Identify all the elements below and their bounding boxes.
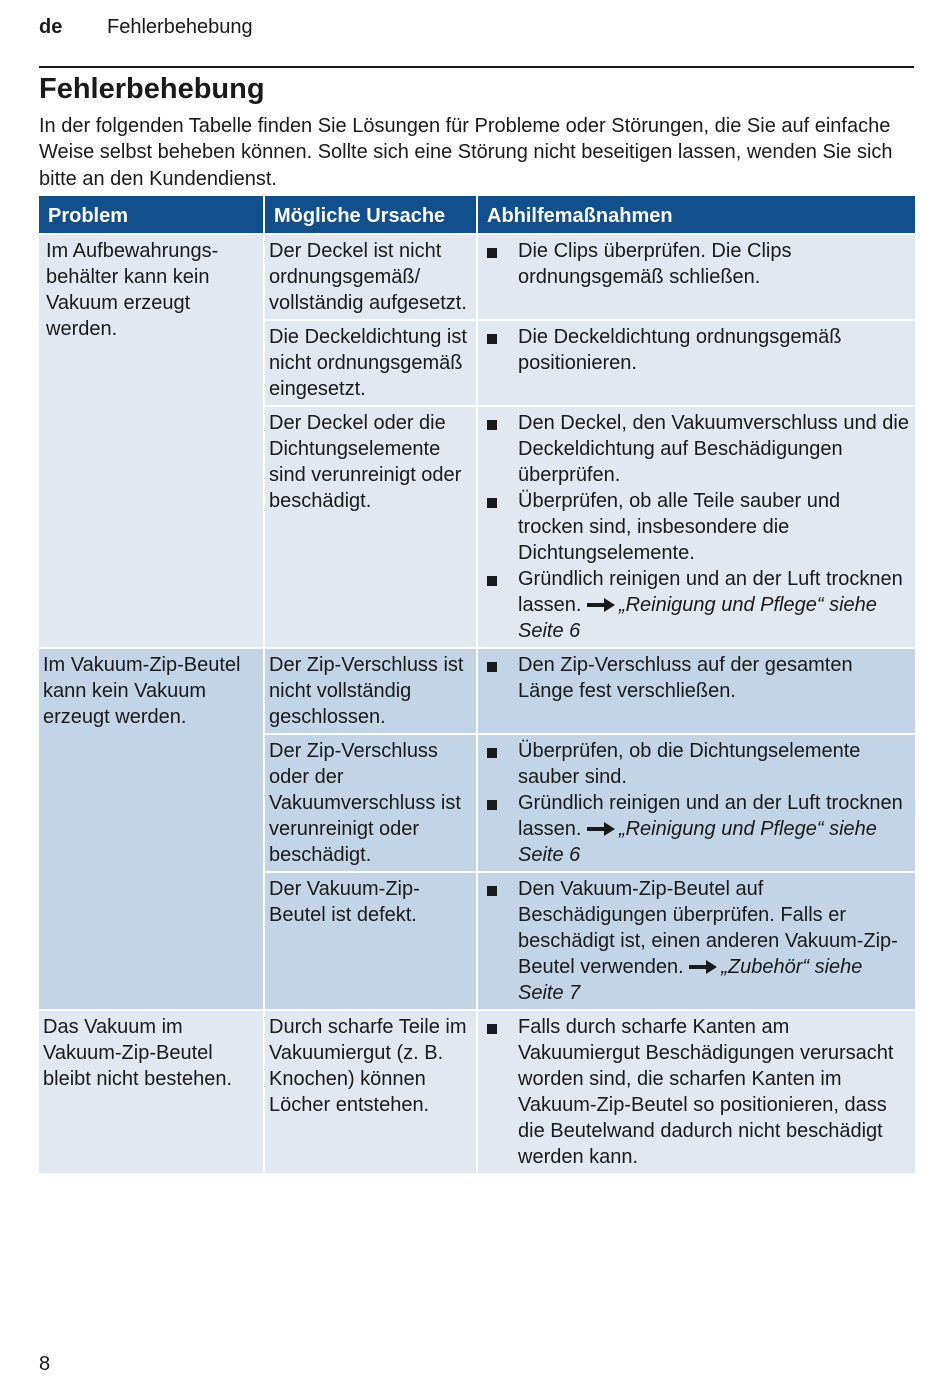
- square-bullet-icon: [487, 334, 497, 344]
- column-header-problem: Problem: [39, 196, 264, 234]
- remedy-text: Den Zip-Verschluss auf der gesamten Länge fest verschließen.: [518, 654, 853, 702]
- remedy-list: [482, 652, 911, 704]
- arrow-right-icon: [587, 598, 615, 612]
- square-bullet-icon: [487, 748, 497, 758]
- remedy-cell: [477, 872, 915, 1010]
- page-reference-link[interactable]: „Reinigung und Pflege“ siehe Seite 6: [518, 818, 877, 866]
- remedy-cell: [477, 1010, 915, 1173]
- remedy-list: [482, 1014, 911, 1170]
- remedy-text: Überprüfen, ob die Dichtungselemente sauber sind.: [518, 740, 861, 788]
- remedy-text: Den Deckel, den Vakuumverschluss und die Deckeldichtung auf Beschädigungen überprüfen.: [518, 412, 909, 486]
- remedy-cell: [477, 234, 915, 320]
- list-item: [482, 1014, 911, 1170]
- troubleshooting-table: [39, 196, 915, 1173]
- list-item: [482, 324, 911, 376]
- square-bullet-icon: [487, 420, 497, 430]
- remedy-list: [482, 324, 911, 376]
- square-bullet-icon: [487, 662, 497, 672]
- column-header-cause: Mögliche Ursache: [264, 196, 477, 234]
- remedy-text: Die Clips überprüfen. Die Clips ordnungsgemäß schließen.: [518, 240, 792, 288]
- page-reference-link[interactable]: „Reinigung und Pflege“ siehe Seite 6: [518, 594, 877, 642]
- remedy-text: Überprüfen, ob alle Teile sauber und trocken sind, insbesondere die Dichtungselemente.: [518, 490, 841, 564]
- list-item: [482, 238, 911, 290]
- table-row: [39, 648, 915, 734]
- arrow-right-icon: [587, 822, 615, 836]
- table-row: [39, 234, 915, 320]
- page-number: 8: [39, 1353, 51, 1375]
- remedy-cell: [477, 320, 915, 406]
- running-header-title: Fehlerbehebung: [107, 16, 253, 38]
- list-item: [482, 566, 911, 644]
- table-body: [39, 234, 915, 1173]
- square-bullet-icon: [487, 498, 497, 508]
- cause-cell: Der Deckel oder die Dichtungselemente sind verunreinigt oder beschädigt.: [264, 406, 477, 648]
- arrow-right-icon: [689, 960, 717, 974]
- list-item: [482, 410, 911, 488]
- language-code: de: [39, 16, 63, 38]
- column-header-remedy: Abhilfemaßnahmen: [477, 196, 915, 234]
- intro-paragraph: In der folgenden Tabelle finden Sie Lösungen für Probleme oder Störungen, die Sie auf einfache Weise selbst beheben können. Sollte sich eine Störung nicht beseitigen lassen, wenden Sie sich bitte an den Kundendienst.: [39, 115, 893, 190]
- remedy-cell: [477, 648, 915, 734]
- problem-cell: Im Vakuum-Zip-Beutel kann kein Vakuum erzeugt werden.: [39, 648, 264, 1010]
- square-bullet-icon: [487, 576, 497, 586]
- remedy-cell: [477, 406, 915, 648]
- problem-cell: Das Vakuum im Vakuum-Zip-Beutel bleibt nicht bestehen.: [39, 1010, 264, 1173]
- cause-cell: Der Zip-Verschluss oder der Vakuumverschluss ist verunreinigt oder beschädigt.: [264, 734, 477, 872]
- list-item: [482, 738, 911, 790]
- cause-cell: Der Deckel ist nicht ordnungsgemäß/ vollständig aufgesetzt.: [264, 234, 477, 320]
- remedy-text: Den Vakuum-Zip-Beutel auf Beschädigungen überprüfen. Falls er beschädigt ist, einen anderen Vakuum-Zip-Beutel verwenden.: [518, 878, 898, 978]
- square-bullet-icon: [487, 248, 497, 258]
- cause-cell: Die Deckeldichtung ist nicht ordnungsgemäß eingesetzt.: [264, 320, 477, 406]
- square-bullet-icon: [487, 1024, 497, 1034]
- cause-cell: Der Zip-Verschluss ist nicht vollständig geschlossen.: [264, 648, 477, 734]
- remedy-text: Gründlich reinigen und an der Luft trocknen lassen.: [518, 792, 903, 840]
- square-bullet-icon: [487, 800, 497, 810]
- page-reference-link[interactable]: „Zubehör“ siehe Seite 7: [518, 956, 863, 1004]
- header-divider: [39, 66, 914, 68]
- page-title: Fehlerbehebung: [39, 73, 265, 105]
- table-header-row: [39, 196, 915, 234]
- list-item: [482, 488, 911, 566]
- square-bullet-icon: [487, 886, 497, 896]
- remedy-list: [482, 876, 911, 1006]
- running-header: [39, 14, 914, 42]
- remedy-list: [482, 238, 911, 290]
- table-row: [39, 1010, 915, 1173]
- cause-cell: Der Vakuum-Zip-Beutel ist defekt.: [264, 872, 477, 1010]
- cause-cell: Durch scharfe Teile im Vakuumiergut (z. B. Knochen) können Löcher entstehen.: [264, 1010, 477, 1173]
- list-item: [482, 790, 911, 868]
- remedy-cell: [477, 734, 915, 872]
- list-item: [482, 876, 911, 1006]
- problem-cell: Im Aufbewahrungsbehälter kann kein Vakuum erzeugt werden.: [39, 234, 264, 648]
- remedy-text: Die Deckeldichtung ordnungsgemäß positionieren.: [518, 326, 842, 374]
- remedy-text: Gründlich reinigen und an der Luft trocknen lassen.: [518, 568, 903, 616]
- remedy-list: [482, 410, 911, 644]
- remedy-list: [482, 738, 911, 868]
- remedy-text: Falls durch scharfe Kanten am Vakuumiergut Beschädigungen verursacht worden sind, die scharfen Kanten im Vakuum-Zip-Beutel so positionieren, dass die Beutelwand dadurch nicht beschädigt werden kann.: [518, 1016, 894, 1168]
- list-item: [482, 652, 911, 704]
